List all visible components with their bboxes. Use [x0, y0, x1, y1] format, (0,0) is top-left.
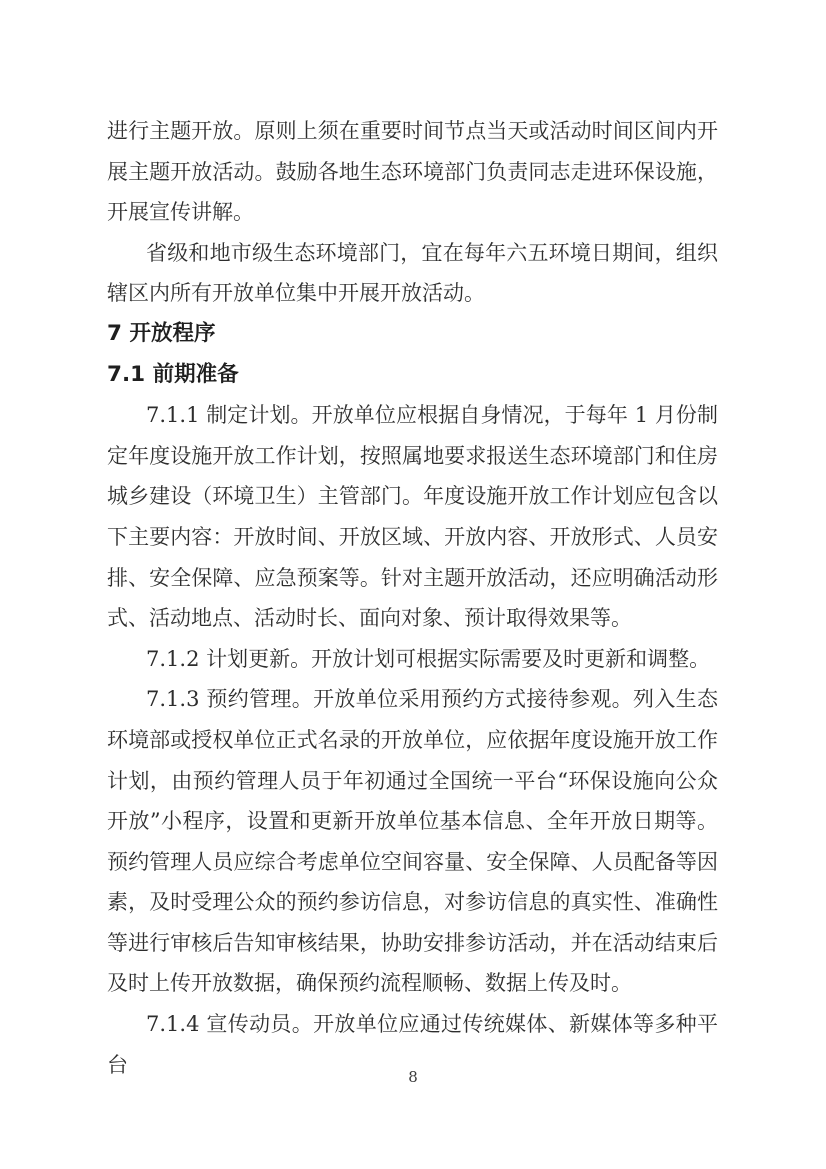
body-paragraph-theme-opening-continuation: 进行主题开放。原则上须在重要时间节点当天或活动时间区间内开展主题开放活动。鼓励各地生态环境部门负责同志走进环保设施，开展宣传讲解。 [107, 119, 718, 225]
body-paragraph-7-1-1-plan-making: 7.1.1 制定计划。开放单位应根据自身情况，于每年 1 月份制定年度设施开放工作计划，按照属地要求报送生态环境部门和住房城乡建设（环境卫生）主管部门。年度设施开放工作计划应包含以下主要内容：开放时间、开放区域、开放内容、开放形式、人员安排、安全保障、应急预案等。针对主题开放活动，还应明确活动形式、活动地点、活动时长、面向对象、预计取得效果等。 [107, 403, 718, 631]
body-paragraph-7-1-2-plan-update: 7.1.2 计划更新。开放计划可根据实际需要及时更新和调整。 [146, 646, 711, 671]
body-paragraph-provincial-departments: 省级和地市级生态环境部门，宜在每年六五环境日期间，组织辖区内所有开放单位集中开展开放活动。 [107, 240, 718, 306]
body-paragraph-7-1-4-publicity-mobilization: 7.1.4 宣传动员。开放单位应通过传统媒体、新媒体等多种平台 [107, 1012, 718, 1077]
document-body [107, 111, 718, 1085]
body-paragraph-7-1-3-reservation-management: 7.1.3 预约管理。开放单位采用预约方式接待参观。列入生态环境部或授权单位正式名录的开放单位，应依据年度设施开放工作计划，由预约管理人员于年初通过全国统一平台“环保设施向公众开放”小程序，设置和更新开放单位基本信息、全年开放日期等。预约管理人员应综合考虑单位空间容量、安全保障、人员配备等因素，及时受理公众的预约参访信息，对参访信息的真实性、准确性等进行审核后告知审核结果，协助安排参访活动，并在活动结束后及时上传开放数据，确保预约流程顺畅、数据上传及时。 [107, 687, 718, 996]
section-heading-7-opening-procedure: 7 开放程序 [107, 320, 216, 346]
section-heading-7-1-preparation: 7.1 前期准备 [107, 361, 239, 387]
page-number: 8 [408, 1068, 418, 1086]
